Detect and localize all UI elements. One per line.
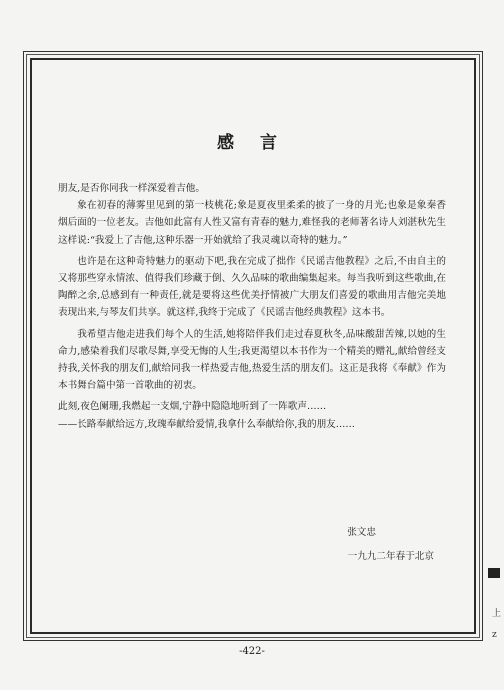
paragraph-5: ——长路奉献给远方,玫瑰奉献给爱情,我拿什么奉献给你,我的朋友…… <box>58 418 355 430</box>
page-number: -422- <box>239 646 265 657</box>
paragraph-greeting: 朋友,是否你同我一样深爱着吉他。 <box>58 183 205 194</box>
scan-edge-mark <box>488 568 500 578</box>
page-title: 感 言 <box>217 133 287 153</box>
paragraph-1: 象在初春的薄雾里见到的第一枝桃花;象是夏夜里柔柔的披了一身的月光;也象是象秦香烟后面的一位老友。吉他如此富有人性又富有青春的魅力,难怪我的老师著名诗人刘湛秋先生这样说:“我爱上了吉他,这种乐器一开始就给了我灵魂以奇特的魅力。” <box>58 200 446 246</box>
scan-edge-char-1: 上 <box>492 609 502 619</box>
signature-date: 一九九二年春于北京 <box>347 551 434 562</box>
preface-body <box>58 180 446 433</box>
signature-name: 张文忠 <box>347 527 376 538</box>
paragraph-2: 也许是在这种奇特魅力的驱动下吧,我在完成了拙作《民谣吉他教程》之后,不由自主的又将那些穿永情浓、值得我们珍藏于倒、久久品味的歌曲编集起来。每当我听到这些歌曲,在陶醉之余,总感到有一种责任,就是要将这些优美抒情被广大朋友们喜爱的歌曲用吉他完美地表现出来,与琴友们共享。就这样,我终于完成了《民谣吉他经典教程》这本书。 <box>58 255 446 319</box>
scan-edge-char-2: z <box>492 630 497 640</box>
paragraph-3: 我希望吉他走进我们每个人的生活,她将陪伴我们走过春夏秋冬,品味酸甜苦辣,以她的生命力,感染着我们尽歌尽舞,享受无悔的人生;我更渴望以本书作为一个精美的赠礼,献给曾经支持我,关怀我的朋友们,献给同我一样热爱吉他,热爱生活的朋友们。这正是我将《奉献》作为本书舞台篇中第一首歌曲的初衷。 <box>58 328 446 392</box>
paragraph-4: 此刻,夜色阑珊,我燃起一支烟,宁静中隐隐地听到了一阵歌声…… <box>58 401 327 413</box>
